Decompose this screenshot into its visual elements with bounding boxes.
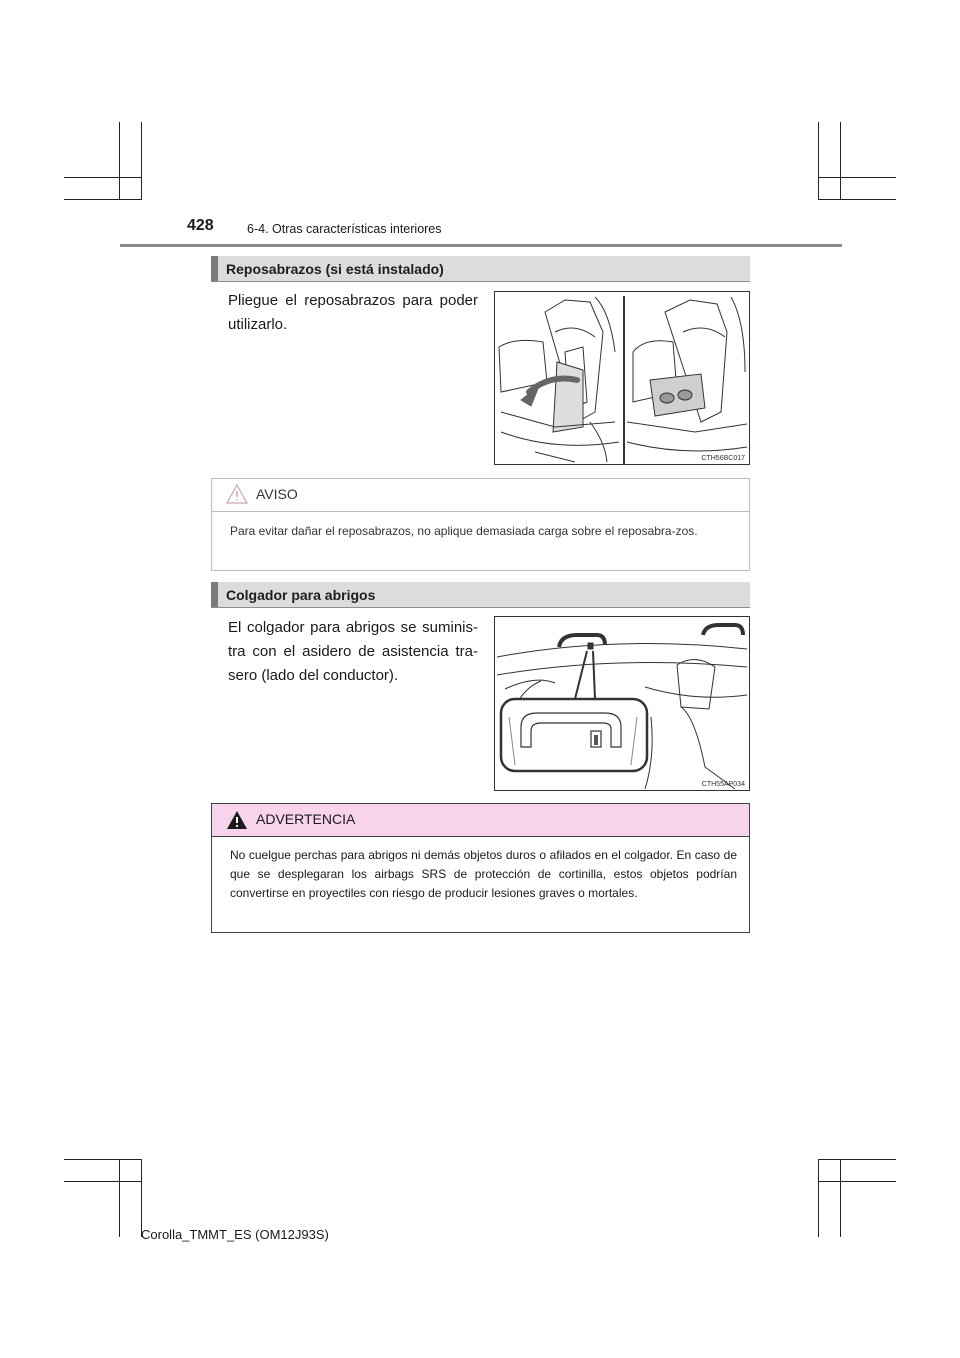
armrest-heading-label: Reposabrazos (si está instalado) [226,261,444,277]
caution-triangle-icon [226,484,248,504]
crop-mark [64,199,142,200]
crop-mark [818,1159,896,1160]
crop-mark [840,1159,841,1237]
notice-text: Para evitar dañar el reposabrazos, no aplique demasiada carga sobre el reposabra-zos. [230,524,698,538]
notice-title: AVISO [256,486,298,502]
heading-mark [211,256,218,281]
crop-mark [64,1181,142,1182]
armrest-body-text: Pliegue el reposabrazos para poder utilizarlo. [228,292,478,333]
crop-mark [64,177,142,178]
warning-text: No cuelgue perchas para abrigos ni demás objetos duros o afilados en el colgador. En caso de que se desplegaran los airbags SRS de protección de cortinilla, estos objetos podrían convertirse en proyectiles con riesgo de producir lesiones graves o mortales. [230,848,737,900]
crop-mark [141,122,142,200]
coat-hook-heading [211,582,750,608]
armrest-illustration [495,292,749,464]
heading-mark [211,582,218,607]
armrest-heading [211,256,750,282]
warning-triangle-icon [226,810,248,830]
warning-title: ADVERTENCIA [256,811,356,827]
crop-mark [818,177,896,178]
crop-mark [818,1159,819,1237]
coat-hook-figure-code: CTH55AP034 [701,781,745,788]
notice-box [211,478,750,571]
coat-hook-body-text: El colgador para abrigos se suminis-tra con el asidero de asistencia tra-sero (lado del conductor). [228,619,478,684]
crop-mark [818,1181,896,1182]
crop-mark [119,122,120,200]
crop-mark [818,199,896,200]
footer-document-id: Corolla_TMMT_ES (OM12J93S) [141,1227,329,1242]
warning-box [211,803,750,933]
crop-mark [64,1159,142,1160]
coat-hook-heading-label: Colgador para abrigos [226,587,376,603]
page-number: 428 [187,217,214,234]
notice-divider [212,511,749,512]
crop-mark [840,122,841,200]
crop-mark [818,122,819,200]
crop-mark [119,1159,120,1237]
crop-mark [141,1159,142,1237]
header-rule [120,244,842,247]
coat-hook-figure [494,616,750,791]
armrest-figure-code: CTH56BC017 [701,455,745,462]
section-title: 6-4. Otras características interiores [247,222,442,236]
armrest-figure [494,291,750,465]
coat-hook-illustration [495,617,749,790]
